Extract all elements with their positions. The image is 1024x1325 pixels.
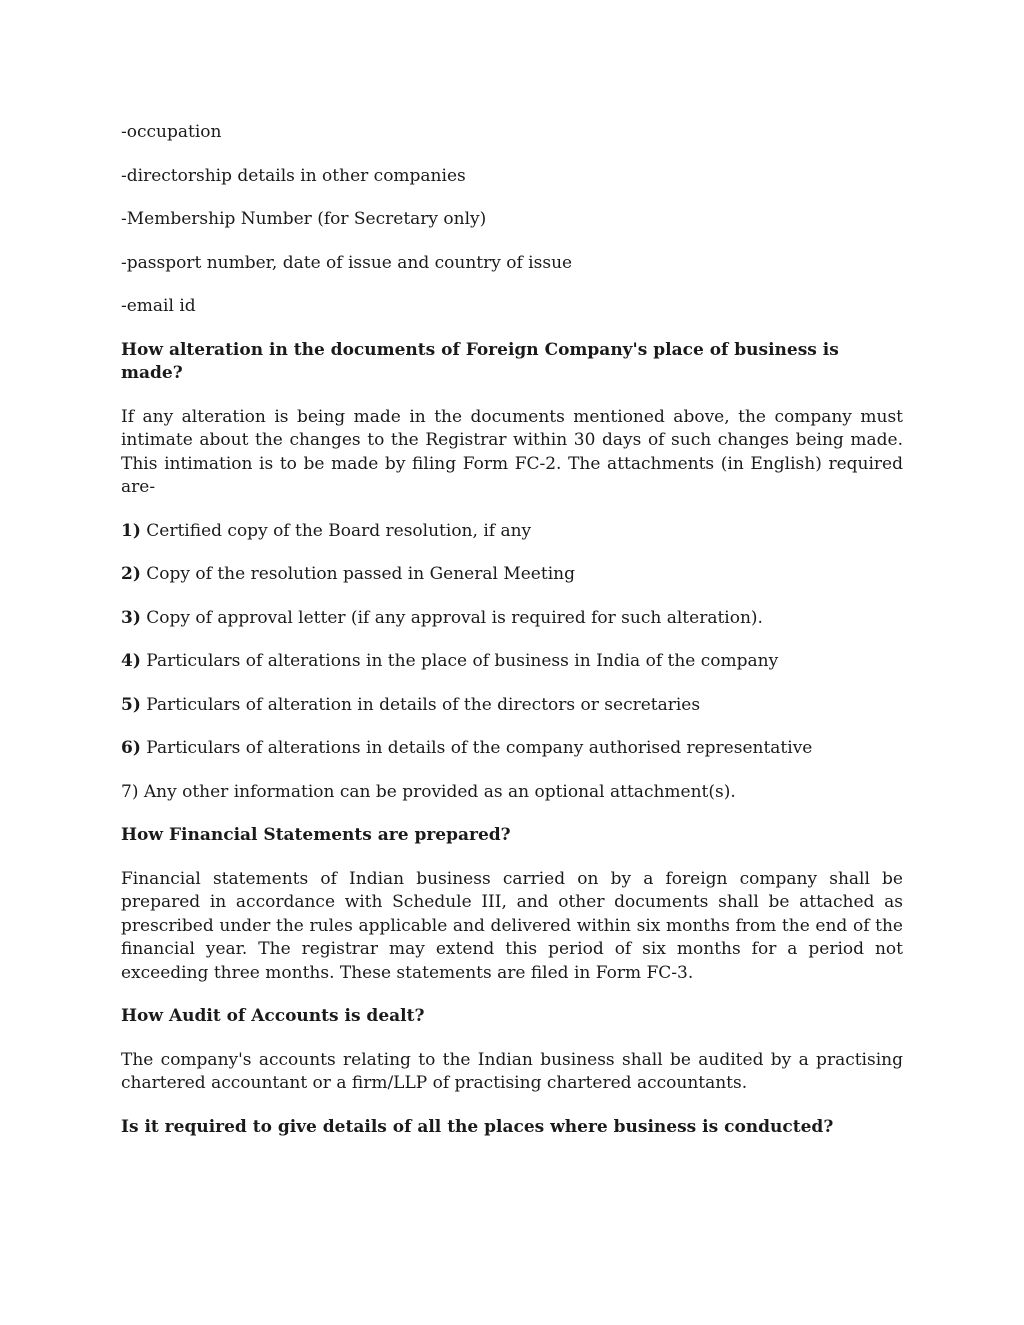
heading-audit: How Audit of Accounts is dealt? <box>121 1006 425 1026</box>
list-item-email: -email id <box>121 296 196 316</box>
heading-financial-statements: How Financial Statements are prepared? <box>121 825 511 845</box>
attachment-number: 4) <box>121 651 141 671</box>
list-item-directorship: -directorship details in other companies <box>121 165 466 186</box>
attachment-item-1 <box>121 520 903 544</box>
attachment-number: 5) <box>121 694 141 715</box>
heading-places-of-business: Is it required to give details of all the places where business is conducted? <box>121 1116 834 1137</box>
attachment-number: 2) <box>121 564 141 584</box>
attachment-text: Particulars of alterations in details of the company authorised representative <box>140 738 813 758</box>
attachment-text: Particulars of alteration in details of the directors or secretaries <box>140 694 701 715</box>
paragraph-financial-statements: Financial statements of Indian business carried on by a foreign company shall be prepared in accordance with Schedule III, and other documents shall be attached as prescribed under the rules applicable and delivered within six months from the end of the financial year. The registrar may extend this period of six months for a period not exceeding three months. These statements are filed in Form FC-3. <box>121 868 903 983</box>
paragraph-alteration: If any alteration is being made in the documents mentioned above, the company must intimate about the changes to the Registrar within 30 days of such changes being made. This intimation is to be made by filing Form FC-2. The attachments (in English) required are- <box>121 406 903 497</box>
attachment-number: 3) <box>121 607 141 628</box>
heading-alteration: How alteration in the documents of Foreign Company's place of business is made? <box>121 339 839 383</box>
attachment-text: Copy of the resolution passed in General Meeting <box>140 564 575 584</box>
attachment-text: Certified copy of the Board resolution, if any <box>140 520 532 541</box>
attachment-number: 6) <box>121 738 141 758</box>
attachment-item-7: 7) Any other information can be provided as an optional attachment(s). <box>121 781 736 802</box>
attachment-item-5 <box>121 694 903 718</box>
attachment-number: 1) <box>121 520 141 541</box>
attachment-text: Particulars of alterations in the place of business in India of the company <box>140 651 779 671</box>
attachment-text: Copy of approval letter (if any approval is required for such alteration). <box>140 607 763 628</box>
list-item-membership-number: -Membership Number (for Secretary only) <box>121 209 487 229</box>
paragraph-audit: The company's accounts relating to the Indian business shall be audited by a practising chartered accountant or a firm/LLP of practising chartered accountants. <box>121 1049 903 1093</box>
attachment-item-6 <box>121 737 903 761</box>
list-item-occupation: -occupation <box>121 122 222 142</box>
document-page <box>121 121 903 1159</box>
attachment-item-3 <box>121 607 903 631</box>
attachment-item-4 <box>121 650 903 674</box>
attachment-item-2 <box>121 563 903 587</box>
list-item-passport: -passport number, date of issue and country of issue <box>121 252 573 273</box>
